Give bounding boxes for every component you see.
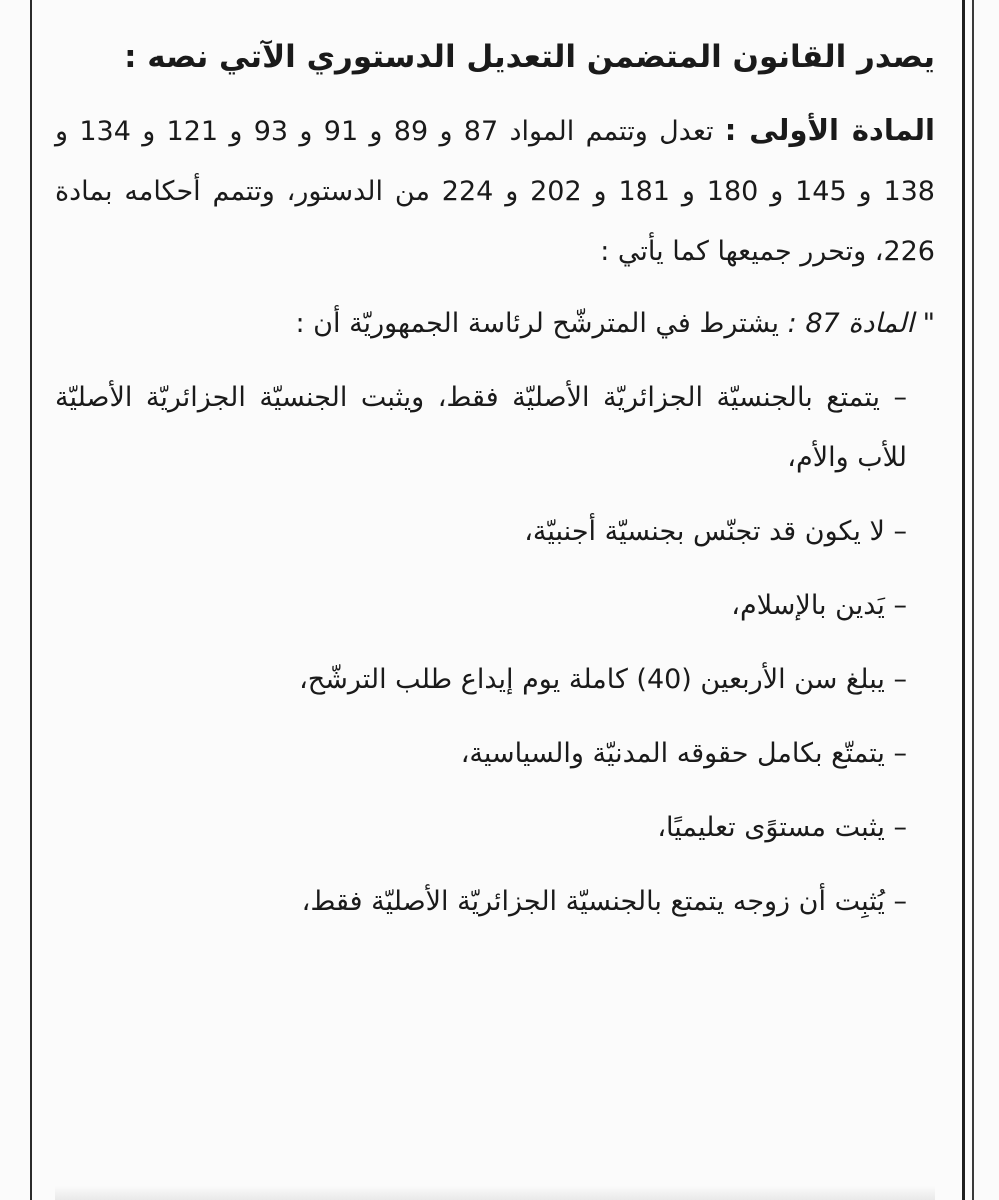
article-87-label: " المادة 87 : bbox=[787, 308, 935, 339]
article-one-title: المادة الأولى : bbox=[724, 113, 935, 147]
condition-item: – لا يكون قد تجنّس بجنسيّة أجنبيّة، bbox=[524, 516, 907, 547]
article-87-intro: يشترط في المترشّح لرئاسة الجمهوريّة أن : bbox=[295, 308, 780, 339]
left-margin-rule bbox=[30, 0, 32, 1200]
condition-item: – يبلغ سن الأربعين (40) كاملة يوم إيداع طلب الترشّح، bbox=[299, 664, 907, 695]
condition-item: – يُثبِت أن زوجه يتمتع بالجنسيّة الجزائريّة الأصليّة فقط، bbox=[301, 886, 907, 917]
right-margin-rule bbox=[962, 0, 965, 1200]
condition-item: – يتمتّع بكامل حقوقه المدنيّة والسياسية، bbox=[460, 738, 907, 769]
law-heading: يصدر القانون المتضمن التعديل الدستوري الآتي نصه : bbox=[124, 39, 935, 75]
condition-item: – يثبت مستوًى تعليميًا، bbox=[657, 812, 907, 843]
bottom-cut-edge bbox=[55, 1186, 935, 1200]
condition-item: – يتمتع بالجنسيّة الجزائريّة الأصليّة فقط، ويثبت الجنسيّة الجزائريّة الأصليّة للأب والأم، bbox=[55, 382, 907, 473]
right-margin-rule-outer bbox=[972, 0, 974, 1200]
condition-item: – يَدين بالإسلام، bbox=[731, 590, 907, 621]
document-text-column bbox=[55, 28, 935, 946]
article-87-intro-line bbox=[55, 294, 935, 354]
article-one-paragraph bbox=[55, 100, 935, 282]
article-one-body: تعدل وتتمم المواد 87 و 89 و 91 و 93 و 121 و 134 و 138 و 145 و 180 و 181 و 202 و 224 من الدستور، وتتمم أحكامه بمادة 226، وتحرر جميعها كما يأتي : bbox=[55, 116, 935, 267]
